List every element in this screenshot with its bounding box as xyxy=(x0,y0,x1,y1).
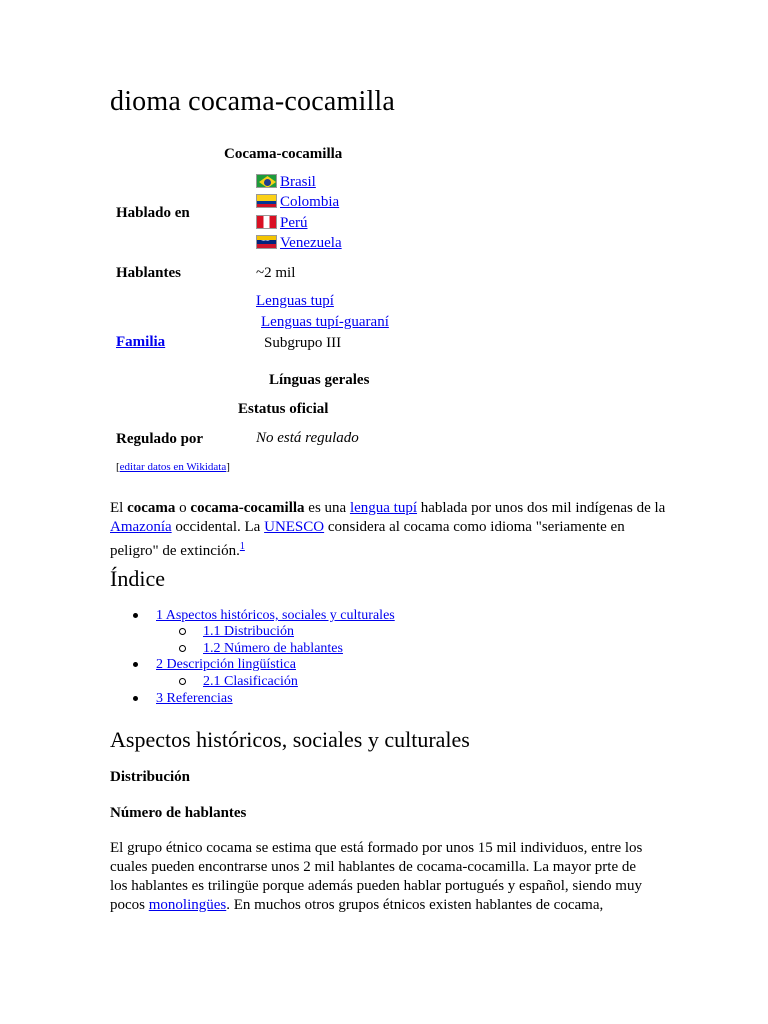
link-unesco[interactable]: UNESCO xyxy=(264,519,325,535)
intro-text: hablada por unos dos mil indígenas de la xyxy=(417,500,666,516)
official-status-heading: Estatus oficial xyxy=(238,401,329,417)
speakers-text: . En muchos otros grupos étnicos existen hablantes de cocama, xyxy=(226,897,604,913)
circle-bullet-icon xyxy=(179,645,186,652)
page-title: dioma cocama-cocamilla xyxy=(110,86,396,117)
country-link-colombia[interactable]: Colombia xyxy=(280,194,340,210)
speakers-value: ~2 mil xyxy=(256,265,296,281)
toc-bullet xyxy=(133,657,138,675)
country-peru xyxy=(256,215,308,232)
intro-text: o xyxy=(175,500,191,516)
toc-bullet xyxy=(133,691,138,709)
country-brasil xyxy=(256,174,316,191)
bullet-icon xyxy=(133,696,138,701)
speakers-text: El grupo étnico cocama se estima que está formado por unos 15 mil individuos, entre los cuales pueden encontrarse unos 2 mil hablantes de cocama-cocamilla. La mayor prte de los hablantes es trilingüe porque además pueden hablar portugués y español, siendo muy pocos xyxy=(110,840,643,913)
link-lengua-tupi[interactable]: lengua tupí xyxy=(349,500,418,516)
intro-text: El xyxy=(110,500,128,516)
speakers-label: Hablantes xyxy=(116,265,182,281)
toc-item-2[interactable]: 2 Descripción lingüística xyxy=(156,657,296,672)
family-lingua-geral: Línguas gerales xyxy=(269,372,370,388)
flag-venezuela-icon xyxy=(256,235,277,249)
intro-bold-cocama: cocama xyxy=(127,500,176,516)
link-amazonia[interactable]: Amazonía xyxy=(110,519,172,535)
toc-item-3[interactable]: 3 Referencias xyxy=(156,691,233,706)
section-heading-aspects: Aspectos históricos, sociales y culturales xyxy=(110,727,470,752)
family-link-tupi[interactable]: Lenguas tupí xyxy=(256,293,334,309)
flag-colombia-icon xyxy=(256,194,277,208)
family-link-tupi-guarani[interactable]: Lenguas tupí-guaraní xyxy=(261,314,389,330)
wikidata-edit xyxy=(116,461,230,473)
intro-text: es una xyxy=(304,500,350,516)
toc-bullet xyxy=(133,608,138,626)
toc-item-1[interactable]: 1 Aspectos históricos, sociales y culturales xyxy=(156,608,395,623)
section-heading-speakers: Número de hablantes xyxy=(110,805,247,821)
flag-brazil-icon xyxy=(256,174,277,188)
flag-peru-icon xyxy=(256,215,277,229)
speakers-paragraph xyxy=(110,839,655,915)
country-link-peru[interactable]: Perú xyxy=(280,215,308,231)
bracket-open: [ xyxy=(116,461,120,473)
country-venezuela xyxy=(256,235,342,252)
link-monolingues[interactable]: monolingües xyxy=(148,897,227,913)
intro-bold-cocamilla: cocama-cocamilla xyxy=(190,500,305,516)
circle-bullet-icon xyxy=(179,678,186,685)
family-label-link[interactable]: Familia xyxy=(116,334,166,350)
bullet-icon xyxy=(133,613,138,618)
toc-heading: Índice xyxy=(110,566,165,591)
toc-item-2-1[interactable]: 2.1 Clasificación xyxy=(203,674,298,689)
intro-paragraph xyxy=(110,499,670,561)
country-colombia xyxy=(256,194,339,211)
bracket-close: ] xyxy=(226,461,230,473)
country-link-brasil[interactable]: Brasil xyxy=(280,174,316,190)
infobox-caption: Cocama-cocamilla xyxy=(224,146,343,162)
section-heading-distribution: Distribución xyxy=(110,769,191,785)
reference-link-1[interactable]: 1 xyxy=(239,541,245,552)
toc-sub-bullet xyxy=(179,674,186,692)
wikidata-edit-link[interactable]: editar datos en Wikidata xyxy=(119,461,227,473)
intro-text: considera al cocama como idioma "seriamente en peligro" de extinción. xyxy=(110,519,625,559)
intro-text: occidental. La xyxy=(171,519,265,535)
spoken-in-label: Hablado en xyxy=(116,205,190,221)
circle-bullet-icon xyxy=(179,628,186,635)
regulated-value: No está regulado xyxy=(256,430,359,446)
country-link-venezuela[interactable]: Venezuela xyxy=(280,235,342,251)
toc-item-1-2[interactable]: 1.2 Número de hablantes xyxy=(203,641,343,656)
bullet-icon xyxy=(133,662,138,667)
toc-sub-bullet xyxy=(179,624,186,642)
family-subgroup: Subgrupo III xyxy=(264,335,342,351)
toc-item-1-1[interactable]: 1.1 Distribución xyxy=(203,624,294,639)
regulated-label: Regulado por xyxy=(116,431,204,447)
